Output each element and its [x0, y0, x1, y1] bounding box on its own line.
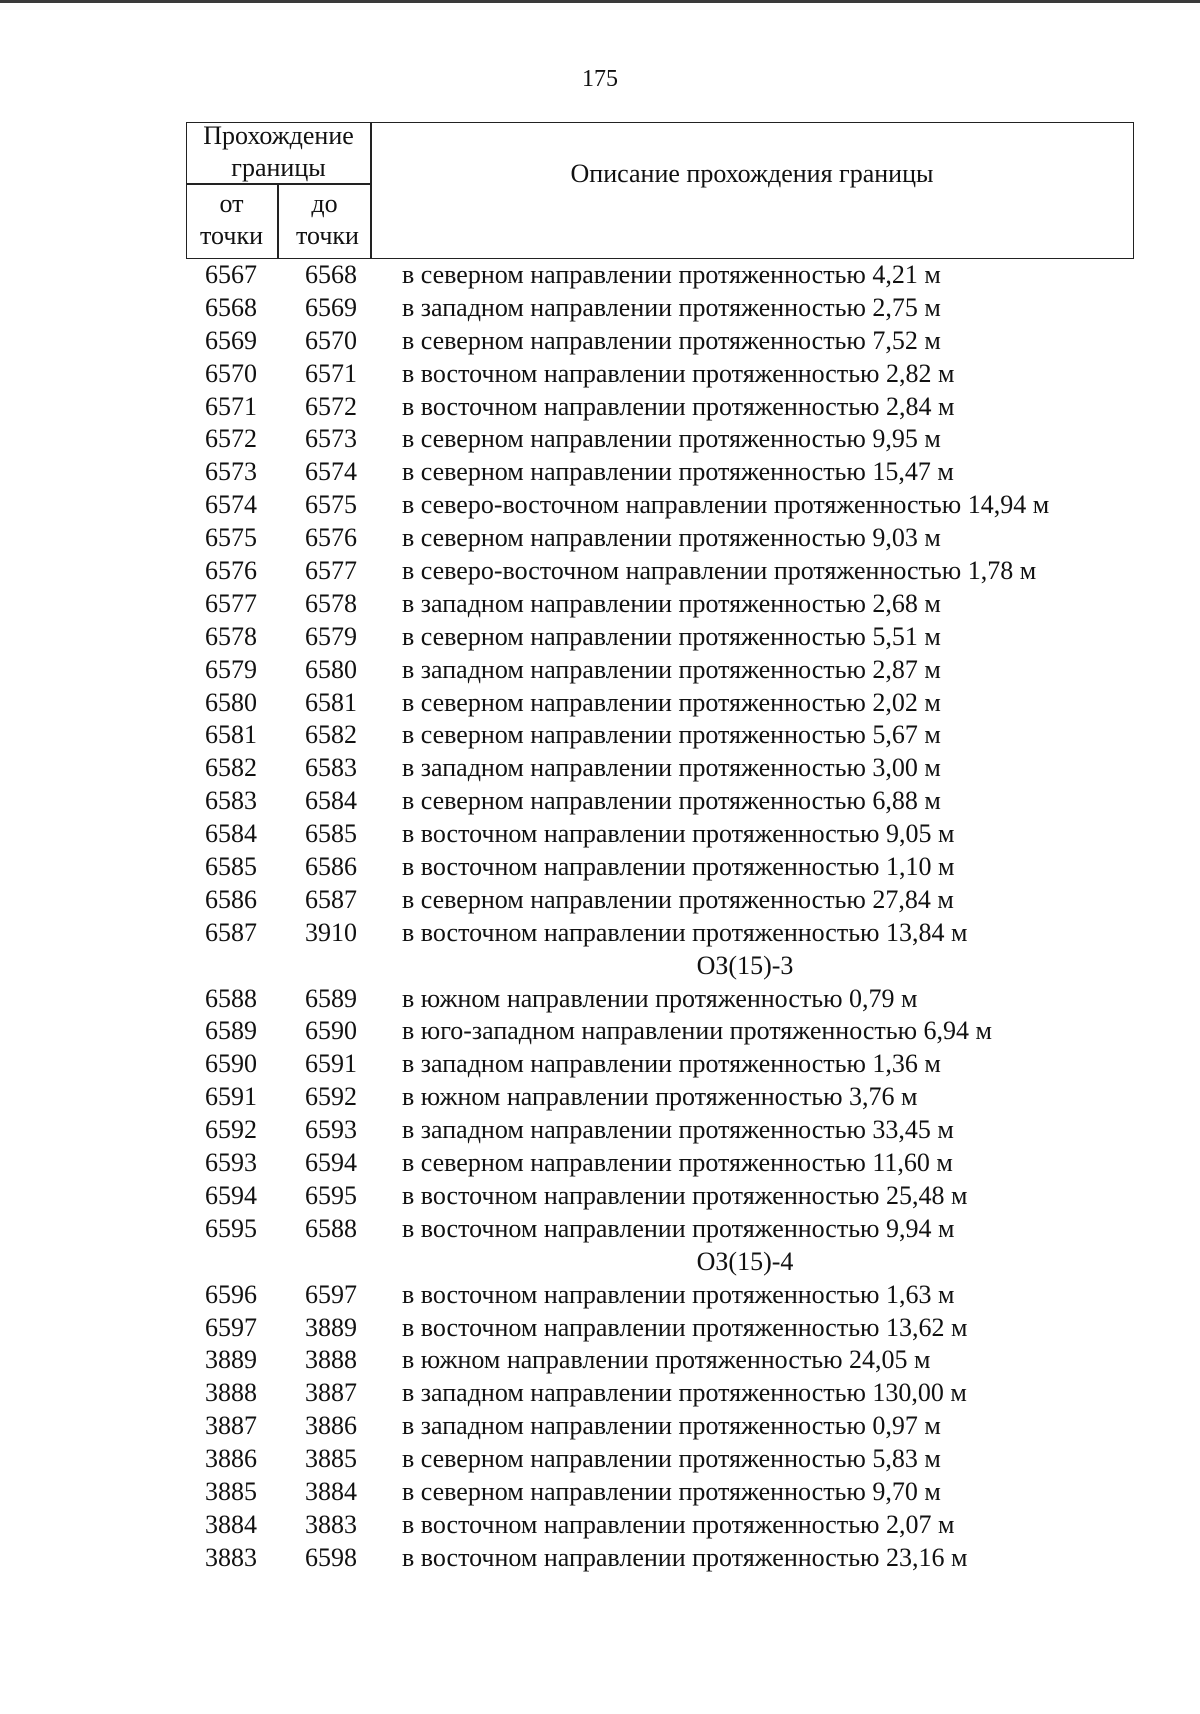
table-row [186, 1048, 1134, 1081]
table-row [186, 1443, 1134, 1476]
description-cell: в северном направлении протяженностью 2,02 м [402, 687, 941, 717]
table-row [186, 752, 1134, 785]
from-point-cell: 6588 [205, 983, 257, 1013]
to-point-cell: 6575 [305, 490, 357, 520]
to-point-cell: 6582 [305, 720, 357, 750]
table-row [186, 1114, 1134, 1147]
from-point-cell: 6593 [205, 1148, 257, 1178]
table-row [186, 1015, 1134, 1048]
to-point-cell: 6592 [305, 1082, 357, 1112]
to-point-cell: 3887 [305, 1378, 357, 1408]
from-point-cell: 6595 [205, 1213, 257, 1243]
from-point-cell: 3884 [205, 1509, 257, 1539]
description-cell: в западном направлении протяженностью 3,00 м [402, 753, 941, 783]
from-point-cell: 6597 [205, 1312, 257, 1342]
description-cell: в восточном направлении протяженностью 2,07 м [402, 1509, 955, 1539]
to-point-cell: 6573 [305, 424, 357, 454]
from-point-cell: 6585 [205, 852, 257, 882]
description-cell: в западном направлении протяженностью 130,00 м [402, 1378, 967, 1408]
section-title: ОЗ(15)-3 [696, 950, 794, 980]
description-cell: в северном направлении протяженностью 9,03 м [402, 523, 941, 553]
table-row [186, 884, 1134, 917]
description-cell: в западном направлении протяженностью 1,36 м [402, 1049, 941, 1079]
description-cell: в северном направлении протяженностью 4,21 м [402, 260, 941, 289]
description-cell: в южном направлении протяженностью 24,05 м [402, 1345, 931, 1375]
from-point-cell: 6570 [205, 358, 257, 388]
table-row [186, 1344, 1134, 1377]
table-row [186, 259, 1134, 292]
description-cell: в северном направлении протяженностью 5,83 м [402, 1444, 941, 1474]
to-point-cell: 3885 [305, 1444, 357, 1474]
from-point-cell: 6577 [205, 588, 257, 618]
to-point-cell: 6593 [305, 1115, 357, 1145]
to-point-cell: 6591 [305, 1049, 357, 1079]
description-cell: в восточном направлении протяженностью 9,05 м [402, 819, 955, 849]
description-cell: в восточном направлении протяженностью 23,16 м [402, 1542, 968, 1572]
from-point-cell: 6575 [205, 523, 257, 553]
from-point-cell: 6569 [205, 325, 257, 355]
header-group-label: Прохождение границы [203, 121, 354, 182]
from-point-cell: 6568 [205, 292, 257, 322]
table-row [186, 555, 1134, 588]
description-cell: в северном направлении протяженностью 5,51 м [402, 621, 941, 651]
from-point-cell: 3888 [205, 1378, 257, 1408]
from-point-cell: 3883 [205, 1542, 257, 1572]
to-point-cell: 6587 [305, 884, 357, 914]
table-header [186, 122, 1134, 259]
table-row [186, 522, 1134, 555]
table-body [186, 259, 1134, 1575]
to-point-cell: 3910 [305, 917, 357, 947]
description-cell: в восточном направлении протяженностью 13,62 м [402, 1312, 968, 1342]
description-cell: в восточном направлении протяженностью 13,84 м [402, 917, 968, 947]
table-row [186, 818, 1134, 851]
header-description-label: Описание прохождения границы [570, 159, 934, 188]
table-row [186, 654, 1134, 687]
table-row [186, 983, 1134, 1016]
description-cell: в северном направлении протяженностью 5,67 м [402, 720, 941, 750]
description-cell: в северном направлении протяженностью 11,60 м [402, 1148, 953, 1178]
boundary-table [186, 122, 1134, 1575]
to-point-cell: 6577 [305, 556, 357, 586]
page-number: 175 [582, 66, 618, 92]
to-point-cell: 6589 [305, 983, 357, 1013]
table-row [186, 489, 1134, 522]
table-row [186, 325, 1134, 358]
to-point-cell: 6588 [305, 1213, 357, 1243]
header-from-label: от точки [200, 189, 263, 250]
table-row [186, 423, 1134, 456]
description-cell: в западном направлении протяженностью 33,45 м [402, 1115, 954, 1145]
table-row [186, 1180, 1134, 1213]
table-row [186, 456, 1134, 489]
from-point-cell: 6578 [205, 621, 257, 651]
to-point-cell: 6578 [305, 588, 357, 618]
to-point-cell: 6581 [305, 687, 357, 717]
to-point-cell: 6597 [305, 1279, 357, 1309]
description-cell: в западном направлении протяженностью 2,87 м [402, 654, 941, 684]
to-point-cell: 3884 [305, 1476, 357, 1506]
from-point-cell: 3887 [205, 1411, 257, 1441]
table-row [186, 1410, 1134, 1443]
description-cell: в южном направлении протяженностью 3,76 м [402, 1082, 918, 1112]
from-point-cell: 6572 [205, 424, 257, 454]
table-row [186, 292, 1134, 325]
table-row [186, 1213, 1134, 1246]
description-cell: в западном направлении протяженностью 0,97 м [402, 1411, 941, 1441]
from-point-cell: 3886 [205, 1444, 257, 1474]
from-point-cell: 6576 [205, 556, 257, 586]
to-point-cell: 3889 [305, 1312, 357, 1342]
table-row [186, 1377, 1134, 1410]
table-row [186, 1279, 1134, 1312]
to-point-cell: 6595 [305, 1180, 357, 1210]
table-row [186, 1312, 1134, 1345]
description-cell: в восточном направлении протяженностью 2,82 м [402, 358, 955, 388]
from-point-cell: 6580 [205, 687, 257, 717]
description-cell: в северном направлении протяженностью 9,70 м [402, 1476, 941, 1506]
to-point-cell: 6568 [305, 260, 357, 289]
description-cell: в северном направлении протяженностью 9,95 м [402, 424, 941, 454]
description-cell: в северном направлении протяженностью 7,52 м [402, 325, 941, 355]
from-point-cell: 6574 [205, 490, 257, 520]
table-row [186, 588, 1134, 621]
to-point-cell: 6572 [305, 391, 357, 421]
from-point-cell: 6573 [205, 457, 257, 487]
from-point-cell: 3885 [205, 1476, 257, 1506]
table-row [186, 719, 1134, 752]
from-point-cell: 6594 [205, 1180, 257, 1210]
to-point-cell: 6584 [305, 786, 357, 816]
to-point-cell: 6590 [305, 1016, 357, 1046]
description-cell: в северном направлении протяженностью 6,88 м [402, 786, 941, 816]
from-point-cell: 6584 [205, 819, 257, 849]
description-cell: в северном направлении протяженностью 15,47 м [402, 457, 954, 487]
to-point-cell: 3886 [305, 1411, 357, 1441]
table-row [186, 621, 1134, 654]
table-row [186, 1509, 1134, 1542]
page-top-edge [0, 0, 1200, 3]
from-point-cell: 6579 [205, 654, 257, 684]
to-point-cell: 6583 [305, 753, 357, 783]
table-row [186, 1081, 1134, 1114]
table-row [186, 1542, 1134, 1575]
description-cell: в южном направлении протяженностью 0,79 м [402, 983, 918, 1013]
to-point-cell: 6594 [305, 1148, 357, 1178]
from-point-cell: 6590 [205, 1049, 257, 1079]
to-point-cell: 6585 [305, 819, 357, 849]
from-point-cell: 3889 [205, 1345, 257, 1375]
to-point-cell: 6580 [305, 654, 357, 684]
from-point-cell: 6592 [205, 1115, 257, 1145]
to-point-cell: 6570 [305, 325, 357, 355]
from-point-cell: 6591 [205, 1082, 257, 1112]
table-row [186, 851, 1134, 884]
from-point-cell: 6596 [205, 1279, 257, 1309]
from-point-cell: 6583 [205, 786, 257, 816]
description-cell: в восточном направлении протяженностью 25,48 м [402, 1180, 968, 1210]
to-point-cell: 6579 [305, 621, 357, 651]
from-point-cell: 6581 [205, 720, 257, 750]
description-cell: в северо-восточном направлении протяженностью 1,78 м [402, 556, 1037, 586]
description-cell: в западном направлении протяженностью 2,68 м [402, 588, 941, 618]
table-row [186, 785, 1134, 818]
table-row [186, 1476, 1134, 1509]
table-row [186, 358, 1134, 391]
from-point-cell: 6567 [205, 260, 257, 289]
from-point-cell: 6589 [205, 1016, 257, 1046]
description-cell: в северном направлении протяженностью 27,84 м [402, 884, 954, 914]
to-point-cell: 6574 [305, 457, 357, 487]
to-point-cell: 6569 [305, 292, 357, 322]
description-cell: в восточном направлении протяженностью 2,84 м [402, 391, 955, 421]
description-cell: в восточном направлении протяженностью 1,63 м [402, 1279, 955, 1309]
table-row [186, 1147, 1134, 1180]
description-cell: в восточном направлении протяженностью 9,94 м [402, 1213, 955, 1243]
to-point-cell: 3883 [305, 1509, 357, 1539]
section-title: ОЗ(15)-4 [696, 1246, 794, 1276]
from-point-cell: 6582 [205, 753, 257, 783]
description-cell: в восточном направлении протяженностью 1,10 м [402, 852, 955, 882]
description-cell: в северо-восточном направлении протяженностью 14,94 м [402, 490, 1050, 520]
header-to-label: до точки [296, 189, 359, 250]
description-cell: в юго-западном направлении протяженностью 6,94 м [402, 1016, 992, 1046]
description-cell: в западном направлении протяженностью 2,75 м [402, 292, 941, 322]
to-point-cell: 6571 [305, 358, 357, 388]
from-point-cell: 6587 [205, 917, 257, 947]
to-point-cell: 6598 [305, 1542, 357, 1572]
table-row [186, 917, 1134, 950]
from-point-cell: 6571 [205, 391, 257, 421]
table-row [186, 391, 1134, 424]
from-point-cell: 6586 [205, 884, 257, 914]
to-point-cell: 3888 [305, 1345, 357, 1375]
to-point-cell: 6576 [305, 523, 357, 553]
table-row [186, 687, 1134, 720]
to-point-cell: 6586 [305, 852, 357, 882]
